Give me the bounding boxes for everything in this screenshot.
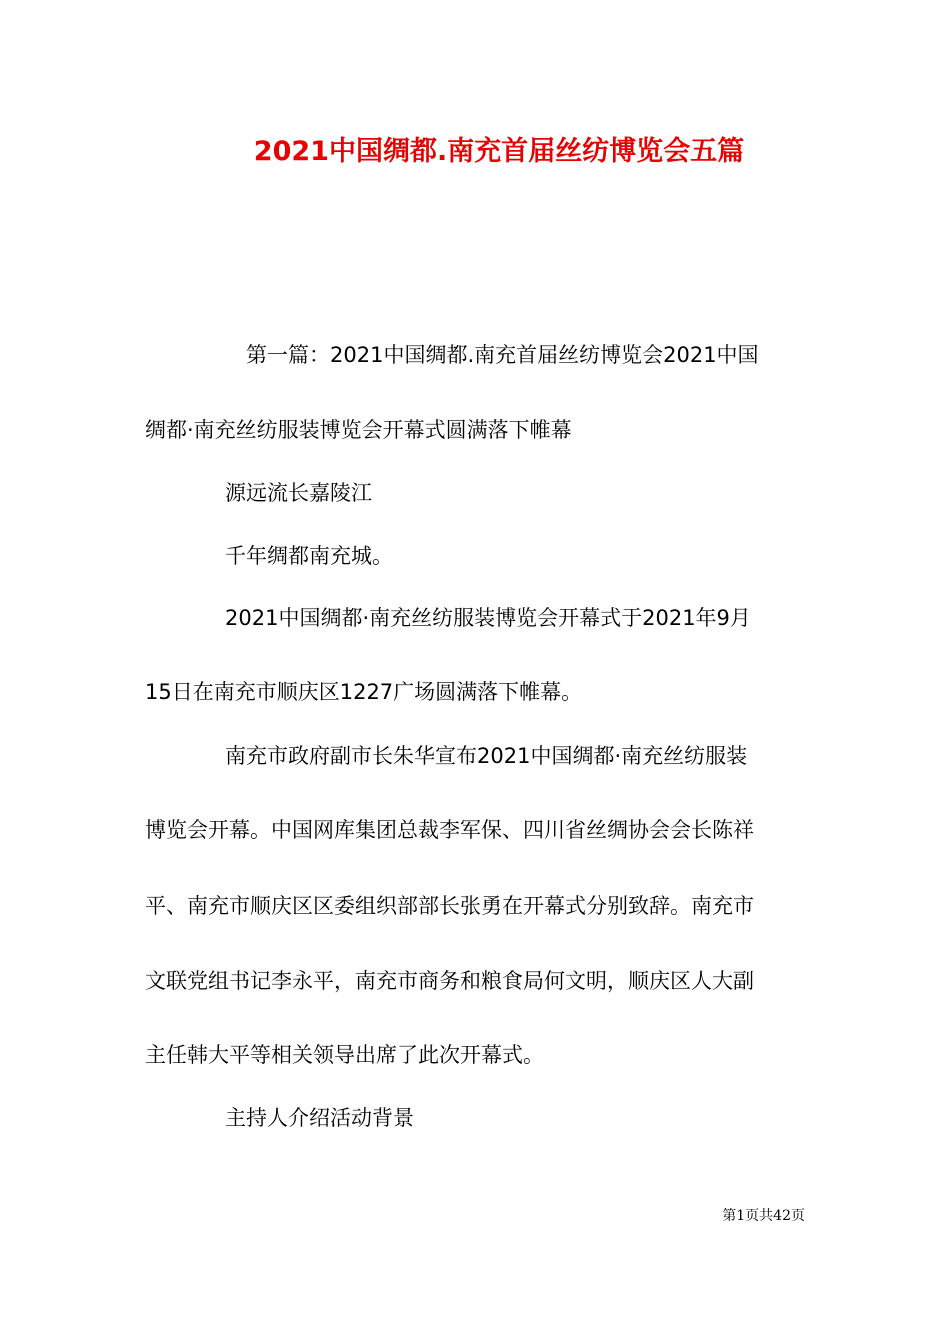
- paragraph-line-5: 2021中国绸都·南充丝纺服装博览会开幕式于2021年9月: [225, 606, 751, 630]
- paragraph-line-9: 平、南充市顺庆区区委组织部部长张勇在开幕式分别致辞。南充市: [145, 894, 754, 918]
- paragraph-line-2: 绸都·南充丝纺服装博览会开幕式圆满落下帷幕: [145, 418, 572, 442]
- paragraph-line-8: 博览会开幕。中国网库集团总裁李军保、四川省丝绸协会会长陈祥: [145, 818, 754, 842]
- page-indicator: 第1页共42页: [722, 1208, 805, 1224]
- paragraph-line-1: 第一篇：2021中国绸都.南充首届丝纺博览会2021中国: [246, 343, 759, 367]
- paragraph-line-3: 源远流长嘉陵江: [225, 481, 372, 505]
- paragraph-line-4: 千年绸都南充城。: [225, 544, 393, 568]
- paragraph-line-10: 文联党组书记李永平，南充市商务和粮食局何文明，顺庆区人大副: [145, 969, 754, 993]
- document-title: 2021中国绸都.南充首届丝纺博览会五篇: [253, 136, 745, 167]
- paragraph-line-12: 主持人介绍活动背景: [225, 1106, 414, 1130]
- paragraph-line-11: 主任韩大平等相关领导出席了此次开幕式。: [145, 1043, 544, 1067]
- paragraph-line-7: 南充市政府副市长朱华宣布2021中国绸都·南充丝纺服装: [225, 744, 748, 768]
- paragraph-line-6: 15日在南充市顺庆区1227广场圆满落下帷幕。: [145, 680, 583, 704]
